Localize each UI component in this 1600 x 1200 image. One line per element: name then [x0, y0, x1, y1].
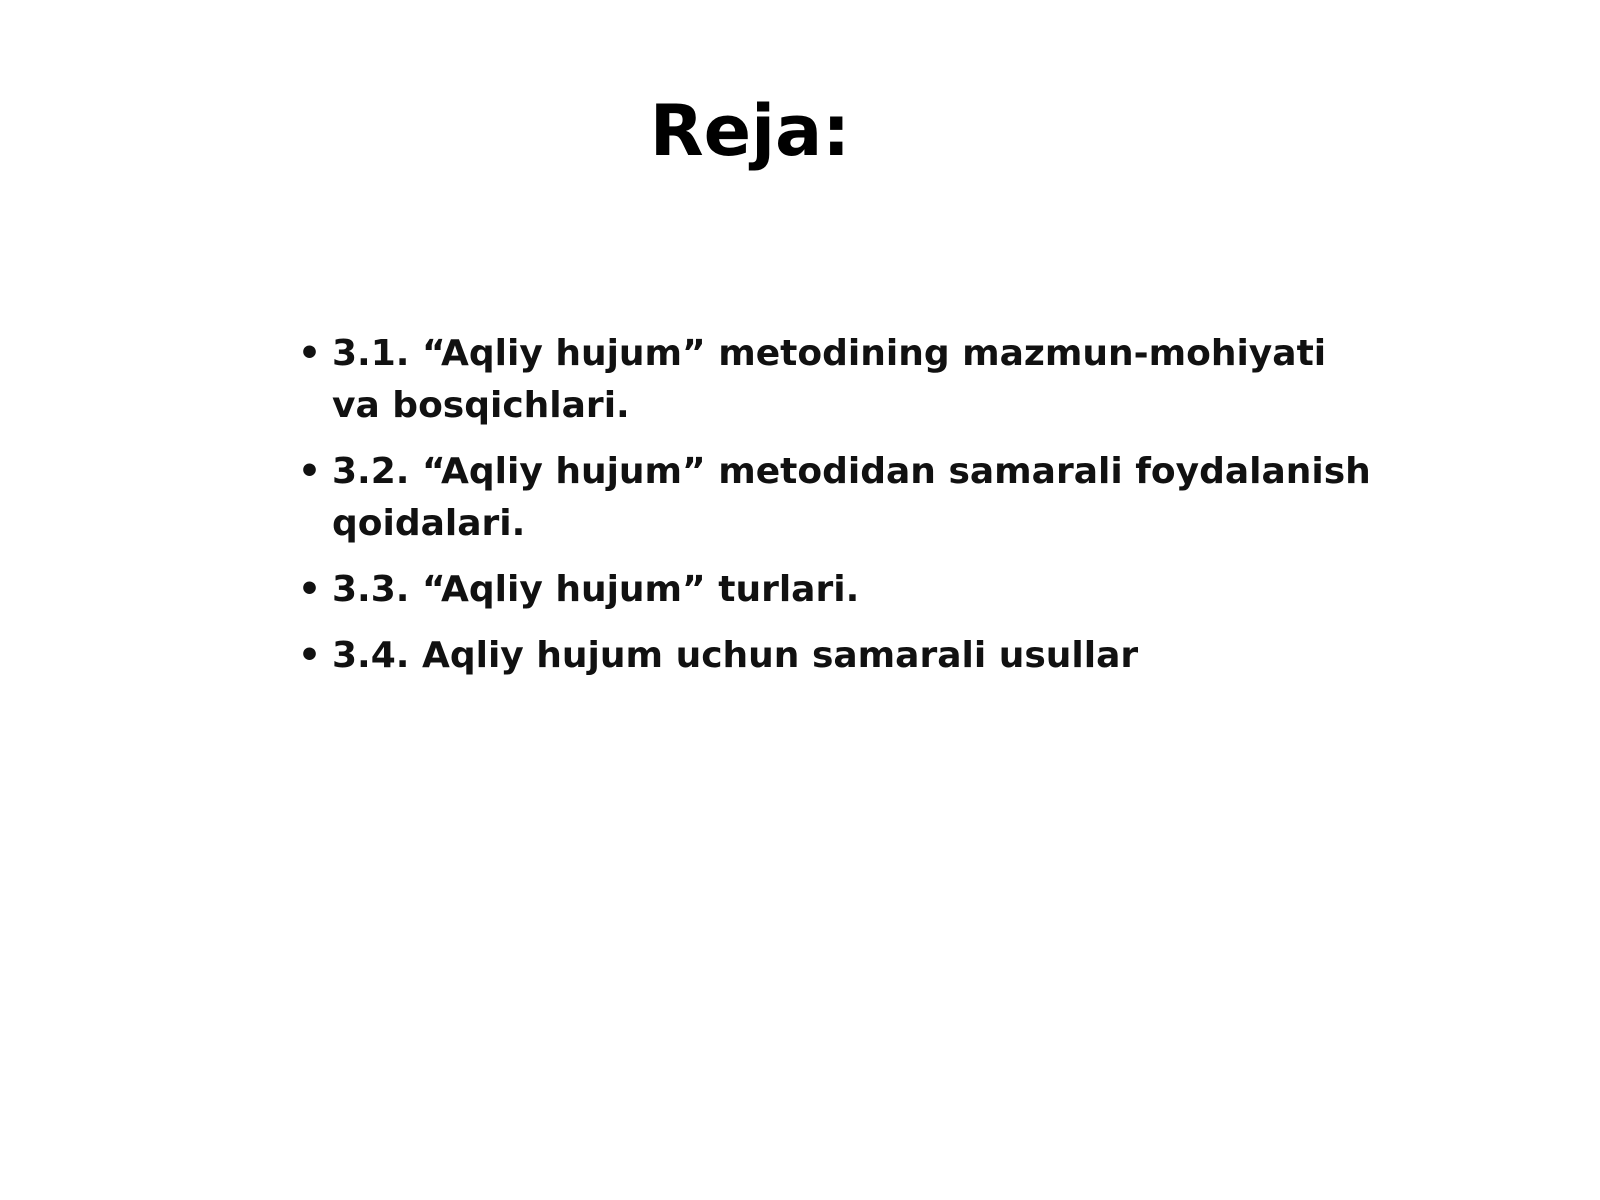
plan-item-3-4 [298, 630, 1378, 682]
bullet-icon: • [298, 451, 322, 492]
plan-item-text: 3.4. Aqliy hujum uchun samarali usullar [332, 635, 1139, 676]
slide-title: Reja: [649, 90, 851, 172]
plan-item-3-1 [298, 328, 1378, 432]
bullet-icon: • [298, 569, 322, 610]
plan-item-text: 3.3. “Aqliy hujum” turlari. [332, 569, 860, 610]
plan-item-3-2 [298, 446, 1378, 550]
plan-item-3-3 [298, 564, 1378, 616]
plan-item-text: 3.1. “Aqliy hujum” metodining mazmun-mohiyati va bosqichlari. [332, 333, 1327, 426]
bullet-icon: • [298, 635, 322, 676]
plan-item-text: 3.2. “Aqliy hujum” metodidan samarali foydalanish qoidalari. [332, 451, 1371, 544]
plan-list [298, 328, 1378, 696]
bullet-icon: • [298, 333, 322, 374]
